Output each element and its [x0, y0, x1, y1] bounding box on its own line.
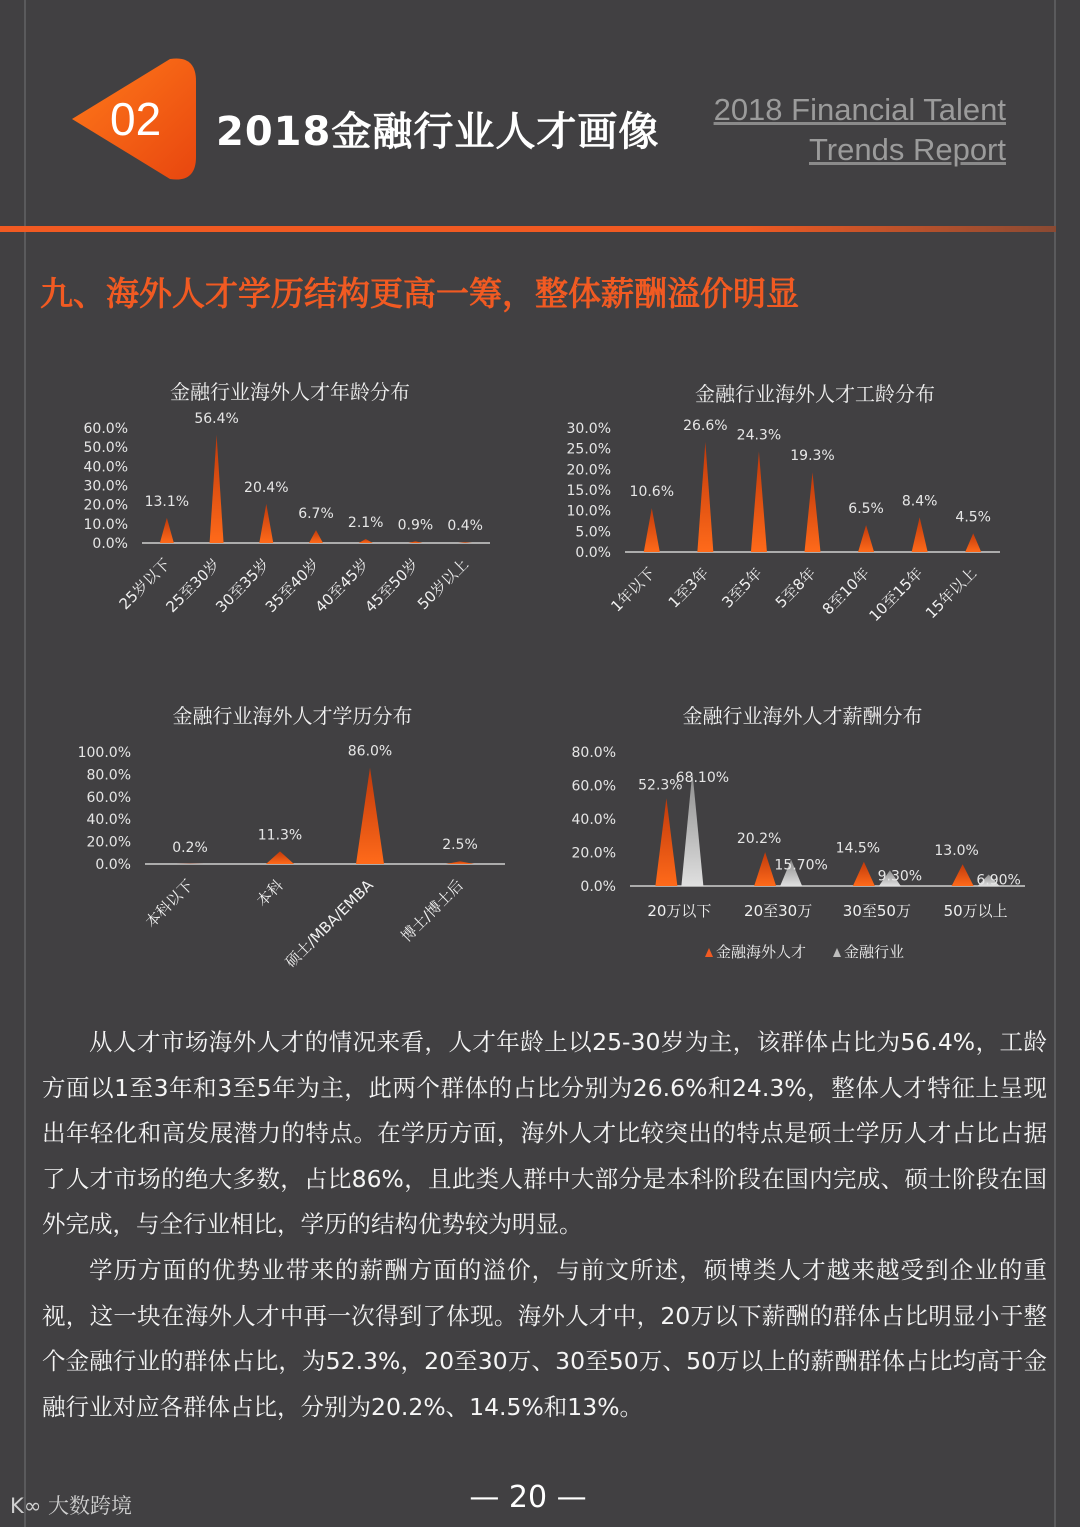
data-spike	[754, 852, 776, 886]
data-label: 20.4%	[244, 479, 289, 496]
x-tick-label: 博士/博士后	[397, 876, 467, 946]
y-tick-label: 20.0%	[566, 462, 611, 479]
x-tick-label: 本科	[252, 876, 287, 911]
chart-title-salary: 金融行业海外人才薪酬分布	[682, 704, 923, 728]
data-spike	[266, 851, 294, 864]
data-label: 13.0%	[934, 843, 979, 860]
body-text	[42, 1020, 1047, 1430]
x-tick-label: 30至50万	[842, 902, 911, 920]
data-label: 9.30%	[877, 868, 923, 885]
header-number: 02	[110, 93, 162, 145]
x-tick-label: 本科以下	[141, 876, 197, 932]
y-tick-label: 60.0%	[571, 778, 616, 795]
chart-title-age: 金融行业海外人才年龄分布	[170, 380, 410, 404]
y-tick-label: 0.0%	[95, 857, 131, 873]
x-tick-label: 50岁以上	[413, 555, 472, 614]
page-number: — 20 —	[469, 1480, 587, 1515]
data-label: 2.5%	[442, 837, 478, 854]
y-tick-label: 40.0%	[571, 812, 616, 828]
y-tick-label: 0.0%	[575, 545, 611, 561]
header-divider	[0, 226, 1056, 232]
y-tick-label: 0.0%	[92, 536, 128, 552]
y-tick-label: 30.0%	[566, 421, 611, 437]
x-tick-label: 20万以下	[647, 902, 712, 920]
data-label: 86.0%	[347, 743, 393, 760]
y-tick-label: 60.0%	[86, 789, 131, 806]
data-spike	[751, 452, 767, 552]
data-spike	[408, 541, 422, 543]
data-label: 6.5%	[848, 501, 884, 518]
footer-logo-text: 大数跨境	[47, 1494, 132, 1518]
salary-chart	[555, 730, 1035, 980]
y-tick-label: 40.0%	[83, 459, 128, 476]
data-label: 56.4%	[194, 410, 239, 427]
y-tick-label: 40.0%	[86, 812, 131, 829]
data-label: 24.3%	[736, 427, 782, 444]
data-label: 6.90%	[976, 872, 1021, 889]
legend-label: 金融海外人才	[716, 943, 807, 961]
y-tick-label: 5.0%	[575, 524, 611, 541]
x-tick-label: 50万以上	[943, 902, 1008, 920]
y-tick-label: 20.0%	[83, 497, 128, 514]
age-chart	[50, 400, 510, 640]
x-tick-label: 硕士/MBA/EMBA	[281, 876, 377, 972]
y-tick-label: 80.0%	[86, 767, 131, 784]
header-subtitle-line1: 2018 Financial Talent	[713, 92, 1006, 127]
data-spike	[697, 442, 713, 552]
y-tick-label: 0.0%	[580, 879, 616, 895]
body-paragraph-1: 从人才市场海外人才的情况来看，人才年龄上以25-30岁为主，该群体占比为56.4%，工龄方面以1至3年和3至5年为主，此两个群体的占比分别为26.6%和24.3%，整体人才特征上呈现出年轻化和高发展潜力的特点。在学历方面，海外人才比较突出的特点是硕士学历人才占比占据了人才市场的绝大多数，占比86%，且此类人群中大部分是本科阶段在国内完成、硕士阶段在国外完成，与全行业相比，学历的结构优势较为明显。	[42, 1028, 1047, 1239]
data-label: 13.1%	[144, 493, 190, 510]
data-spike	[805, 472, 821, 552]
data-label: 19.3%	[790, 448, 835, 465]
data-spike	[952, 864, 974, 886]
y-tick-label: 15.0%	[566, 483, 611, 499]
y-tick-label: 25.0%	[566, 441, 611, 458]
logo-icon: K∞	[10, 1494, 42, 1518]
data-spike	[644, 508, 660, 552]
y-tick-label: 80.0%	[571, 745, 616, 761]
body-paragraph-2: 学历方面的优势业带来的薪酬方面的溢价，与前文所述，硕博类人才越来越受到企业的重视，这一块在海外人才中再一次得到了体现。海外人才中，20万以下薪酬的群体占比明显小于整个金融行业的群体占比，为52.3%，20至30万、30至50万、50万以上的薪酬群体占比均高于金融行业对应各群体占比，分别为20.2%、14.5%和13%。	[42, 1255, 1047, 1421]
data-spike	[210, 435, 224, 543]
data-label: 11.3%	[257, 827, 303, 844]
data-spike	[259, 504, 273, 543]
data-label: 68.10%	[675, 769, 730, 786]
data-spike	[446, 861, 474, 864]
y-tick-label: 100.0%	[77, 745, 131, 761]
data-spike	[858, 525, 874, 552]
data-label: 8.4%	[901, 493, 938, 510]
data-label: 2.1%	[347, 514, 384, 531]
x-tick-label: 5至8年	[771, 564, 820, 612]
x-tick-label: 8至10年	[818, 564, 873, 619]
data-spike	[655, 798, 677, 886]
y-tick-label: 10.0%	[83, 516, 128, 533]
x-tick-label: 25至30岁	[162, 555, 224, 617]
x-tick-label: 15年以上	[921, 564, 981, 623]
chart-title-tenure: 金融行业海外人才工龄分布	[695, 382, 935, 406]
x-tick-label: 3至5年	[718, 564, 766, 612]
x-tick-label: 1至3年	[664, 564, 713, 612]
data-label: 20.2%	[736, 831, 782, 848]
y-tick-label: 50.0%	[83, 440, 128, 457]
data-spike	[681, 772, 703, 886]
data-label: 6.7%	[298, 506, 334, 523]
y-tick-label: 20.0%	[571, 845, 616, 862]
data-spike	[965, 533, 981, 552]
data-label: 15.70%	[774, 857, 828, 874]
chart-title-education: 金融行业海外人才学历分布	[172, 704, 413, 728]
data-label: 0.4%	[447, 518, 483, 535]
header-subtitle-line2: Trends Report	[809, 132, 1006, 167]
data-spike	[359, 539, 373, 543]
x-tick-label: 1年以下	[607, 564, 659, 616]
data-label: 4.5%	[955, 509, 992, 526]
data-spike	[853, 862, 875, 886]
y-tick-label: 30.0%	[83, 478, 128, 495]
x-tick-label: 20至30万	[744, 902, 813, 920]
x-tick-label: 45至50岁	[361, 555, 423, 617]
footer-logo	[10, 1490, 132, 1520]
data-spike	[912, 517, 928, 552]
y-tick-label: 10.0%	[566, 503, 611, 520]
x-tick-label: 35至40岁	[261, 555, 323, 617]
data-label: 0.2%	[172, 839, 208, 856]
data-spike	[160, 518, 174, 543]
section-title: 九、海外人才学历结构更高一筹，整体薪酬溢价明显	[40, 274, 799, 313]
data-label: 26.6%	[683, 418, 728, 435]
x-tick-label: 30至35岁	[212, 555, 274, 617]
legend-label: 金融行业	[844, 943, 905, 961]
legend-marker	[833, 948, 841, 957]
data-label: 10.6%	[629, 484, 675, 501]
education-chart	[50, 730, 520, 990]
legend-marker	[705, 948, 713, 957]
y-tick-label: 20.0%	[86, 834, 131, 851]
x-tick-label: 25岁以下	[115, 555, 174, 614]
data-label: 52.3%	[638, 777, 683, 794]
data-label: 0.9%	[397, 517, 434, 534]
data-spike	[309, 530, 323, 543]
tenure-chart	[545, 404, 1015, 644]
header-title: 2018金融行业人才画像	[216, 109, 660, 155]
data-label: 14.5%	[835, 840, 881, 857]
y-tick-label: 60.0%	[83, 421, 128, 437]
x-tick-label: 10至15年	[865, 564, 927, 626]
data-spike	[356, 768, 384, 864]
x-tick-label: 40至45岁	[311, 555, 373, 617]
